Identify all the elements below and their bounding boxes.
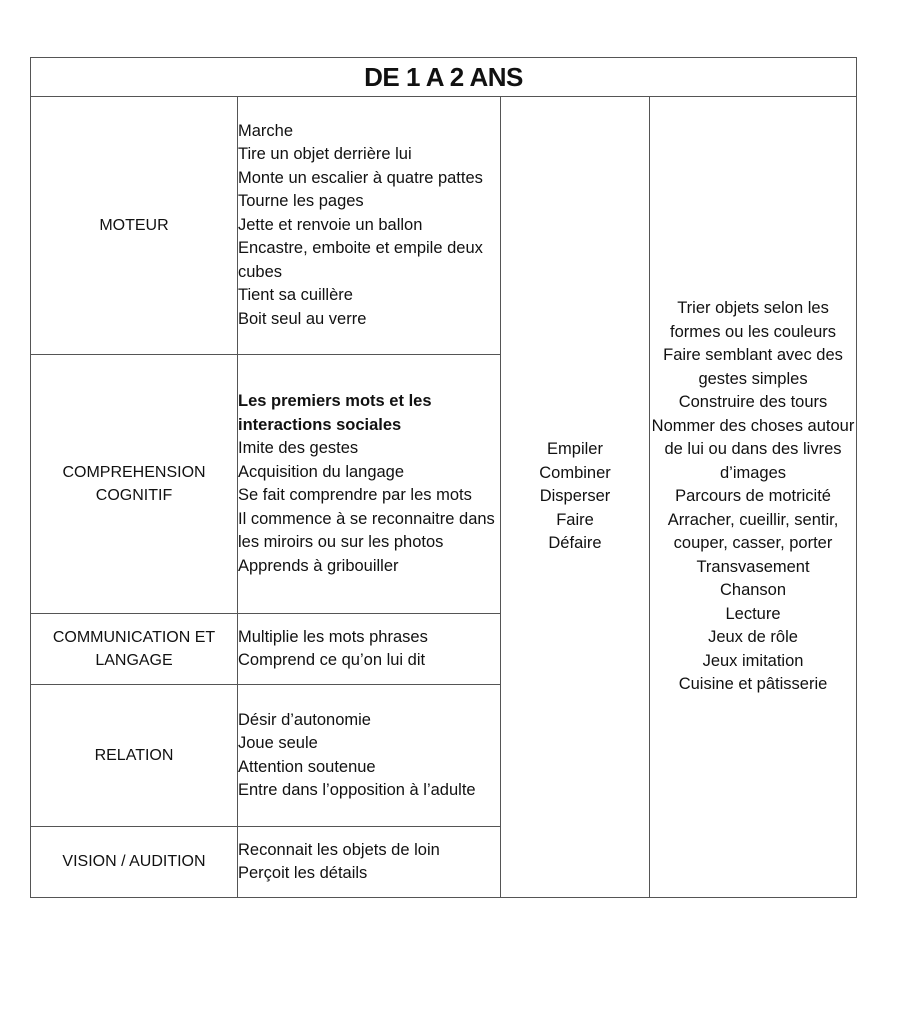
list-item: Tient sa cuillère [238,286,353,305]
list-item: Perçoit les détails [238,864,368,882]
items-cell [238,685,501,827]
actions-cell [501,97,650,898]
activity-item: Transvasement [696,557,810,576]
list-item: Monte un escalier à quatre pattes [238,168,483,187]
list-item: Comprend ce qu’on lui dit [238,651,426,669]
activity-item: Chanson [719,581,787,600]
list-item: Joue seule [238,734,318,752]
list-item: Désir d’autonomie [238,710,371,729]
list-item: Tire un objet derrière lui [238,145,412,164]
action-item: Disperser [539,487,611,506]
list-item: Marche [238,121,294,140]
items-cell [238,614,501,685]
list-item: Jette et renvoie un ballon [238,215,423,234]
section-heading: Les premiers mots et les interactions sociales [238,392,432,434]
items-cell [238,355,501,614]
action-item: Faire [556,510,594,529]
list-item: Il commence à se reconnaitre dans les miroirs ou sur les photos [238,509,495,551]
activities-cell [650,97,857,898]
list-item: Encastre, emboite et empile deux cubes [238,239,483,281]
list-item: Apprends à gribouiller [238,556,399,575]
list-item: Boit seul au verre [238,309,367,328]
category-cell: COMMUNICATION ET LANGAGE [31,614,238,685]
list-item: Tourne les pages [238,192,364,211]
action-item: Combiner [539,463,611,482]
activity-item: Jeux de rôle [708,628,798,647]
category-cell: RELATION [31,685,238,827]
activity-item: Parcours de motricité [675,487,831,506]
activity-item: Trier objets selon les formes ou les couleurs [670,299,837,341]
activity-item: Arracher, cueillir, sentir, couper, casser, porter [667,510,839,553]
activity-item: Nommer des choses autour de lui ou dans des livres d’images [651,416,855,482]
list-item: Acquisition du langage [238,462,405,481]
table-row-moteur [31,97,857,355]
category-cell: COMPREHENSION COGNITIF [31,355,238,614]
list-item: Attention soutenue [238,757,376,776]
items-cell [238,827,501,898]
activity-item: Faire semblant avec des gestes simples [663,346,843,388]
action-item: Défaire [548,534,602,553]
list-item: Reconnait les objets de loin [238,840,440,859]
category-cell: VISION / AUDITION [31,827,238,898]
list-item: Multiplie les mots phrases [238,627,428,646]
activity-item: Lecture [725,604,781,623]
action-item: Empiler [547,440,603,459]
list-item: Entre dans l’opposition à l’adulte [238,781,476,799]
list-item: Se fait comprendre par les mots [238,486,472,504]
table-title: DE 1 A 2 ANS [31,58,857,97]
list-item: Imite des gestes [238,439,359,457]
activity-item: Cuisine et pâtisserie [678,675,828,694]
category-cell: MOTEUR [31,97,238,355]
activity-item: Jeux imitation [702,651,804,670]
activity-item: Construire des tours [678,393,828,412]
items-cell [238,97,501,355]
development-table [30,57,857,898]
